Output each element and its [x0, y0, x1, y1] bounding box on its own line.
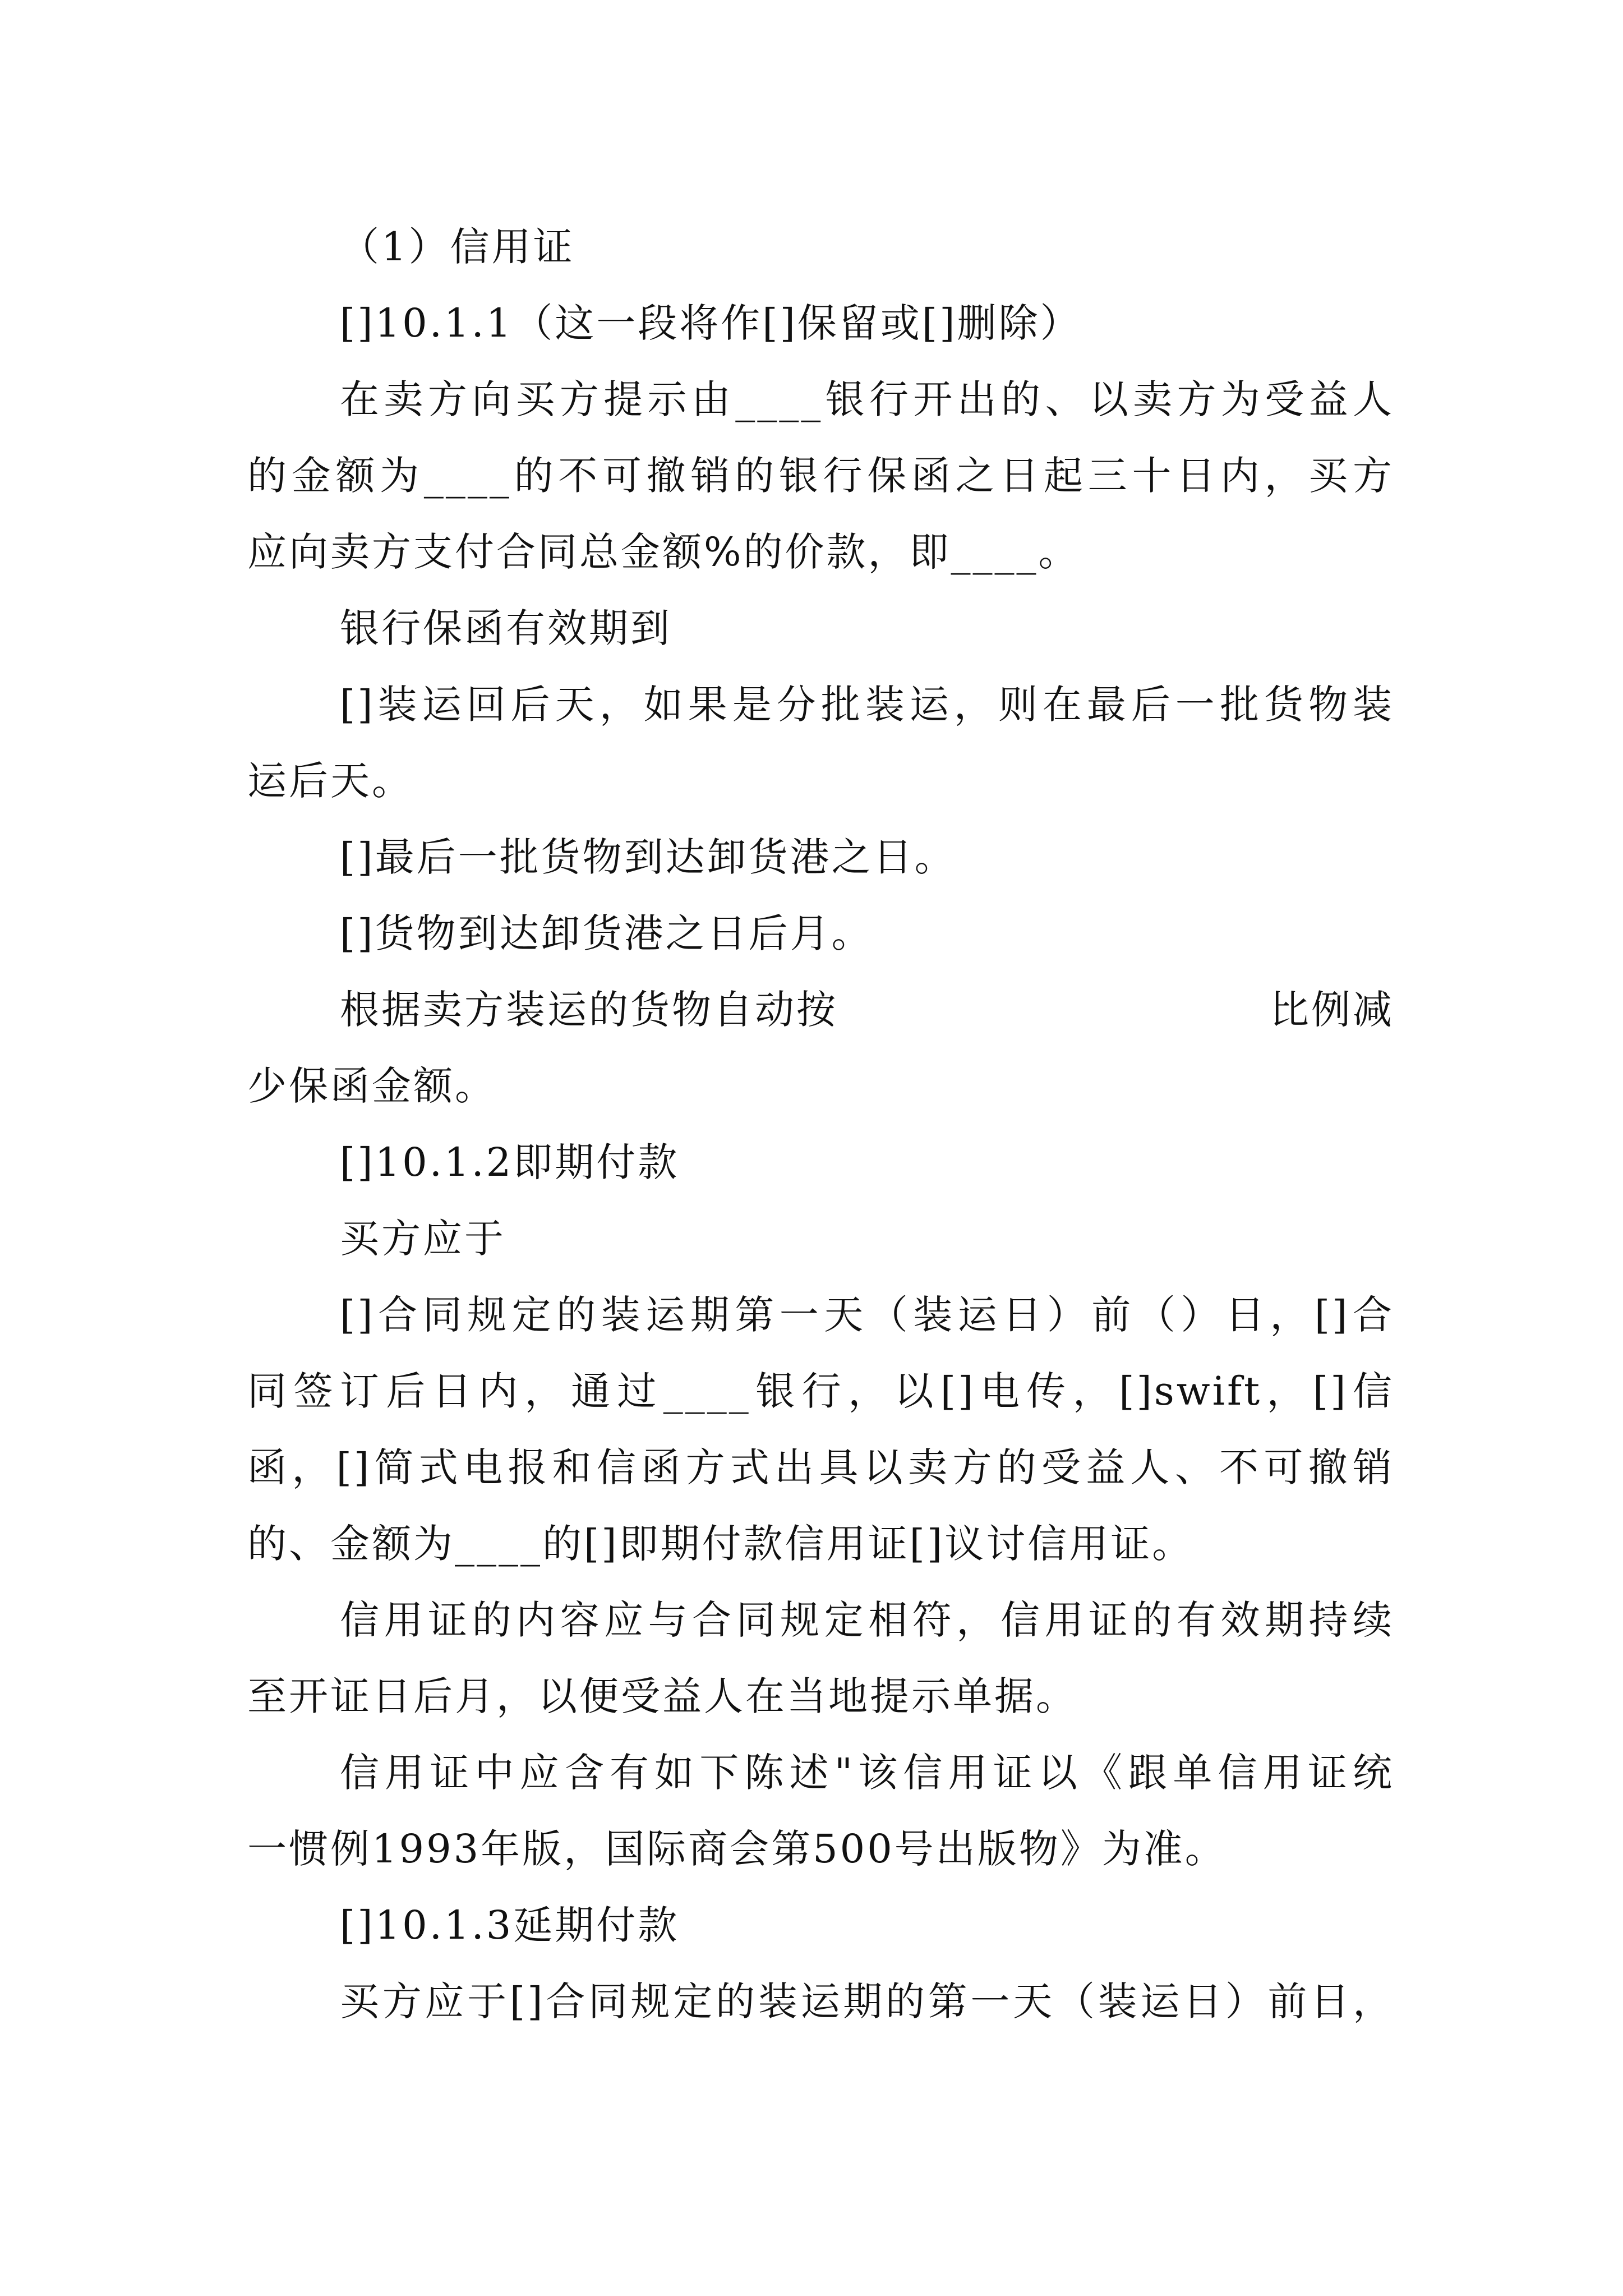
paragraph-line: 应向卖方支付合同总金额%的价款，即____。 — [247, 529, 1080, 575]
section-heading-letter-of-credit: （1）信用证 — [340, 224, 575, 270]
paragraph-line: 运后天。 — [247, 758, 413, 804]
paragraph-line: 至开证日后月，以便受益人在当地提示单据。 — [247, 1673, 1077, 1719]
paragraph-line: 一惯例1993年版，国际商会第500号出版物》为准。 — [247, 1826, 1227, 1872]
option-line: []货物到达卸货港之日后月。 — [340, 910, 873, 956]
clause-10-1-2-heading: []10.1.2即期付款 — [340, 1139, 680, 1185]
paragraph-line: 在卖方向买方提示由____银行开出的、以卖方为受益人 — [340, 376, 1394, 422]
paragraph-line: 买方应于 — [340, 1216, 506, 1262]
paragraph-line: 的金额为____的不可撤销的银行保函之日起三十日内，买方 — [247, 453, 1394, 499]
option-line: []装运回后天，如果是分批装运，则在最后一批货物装 — [340, 682, 1394, 728]
clause-10-1-1-heading: []10.1.1（这一段将作[]保留或[]删除） — [340, 300, 1082, 346]
paragraph-line: 信用证中应含有如下陈述"该信用证以《跟单信用证统 — [340, 1750, 1394, 1796]
paragraph-line: 的、金额为____的[]即期付款信用证[]议讨信用证。 — [247, 1521, 1194, 1567]
clause-10-1-3-heading: []10.1.3延期付款 — [340, 1902, 680, 1948]
paragraph-line: 函，[]简式电报和信函方式出具以卖方的受益人、不可撤销 — [247, 1444, 1394, 1490]
paragraph-line: 银行保函有效期到 — [340, 605, 672, 651]
option-line: []最后一批货物到达卸货港之日。 — [340, 834, 956, 880]
paragraph-line: 少保函金额。 — [247, 1063, 496, 1109]
paragraph-line: 根据卖方装运的货物自动按 — [340, 987, 838, 1033]
paragraph-line: 买方应于[]合同规定的装运期的第一天（装运日）前日， — [340, 1978, 1394, 2024]
option-line: []合同规定的装运期第一天（装运日）前（）日，[]合 — [340, 1292, 1394, 1338]
paragraph-line: 同签订后日内，通过____银行，以[]电传，[]swift，[]信 — [247, 1368, 1394, 1414]
paragraph-line-end: 比例减 — [1270, 987, 1394, 1033]
paragraph-line: 信用证的内容应与合同规定相符，信用证的有效期持续 — [340, 1597, 1394, 1643]
